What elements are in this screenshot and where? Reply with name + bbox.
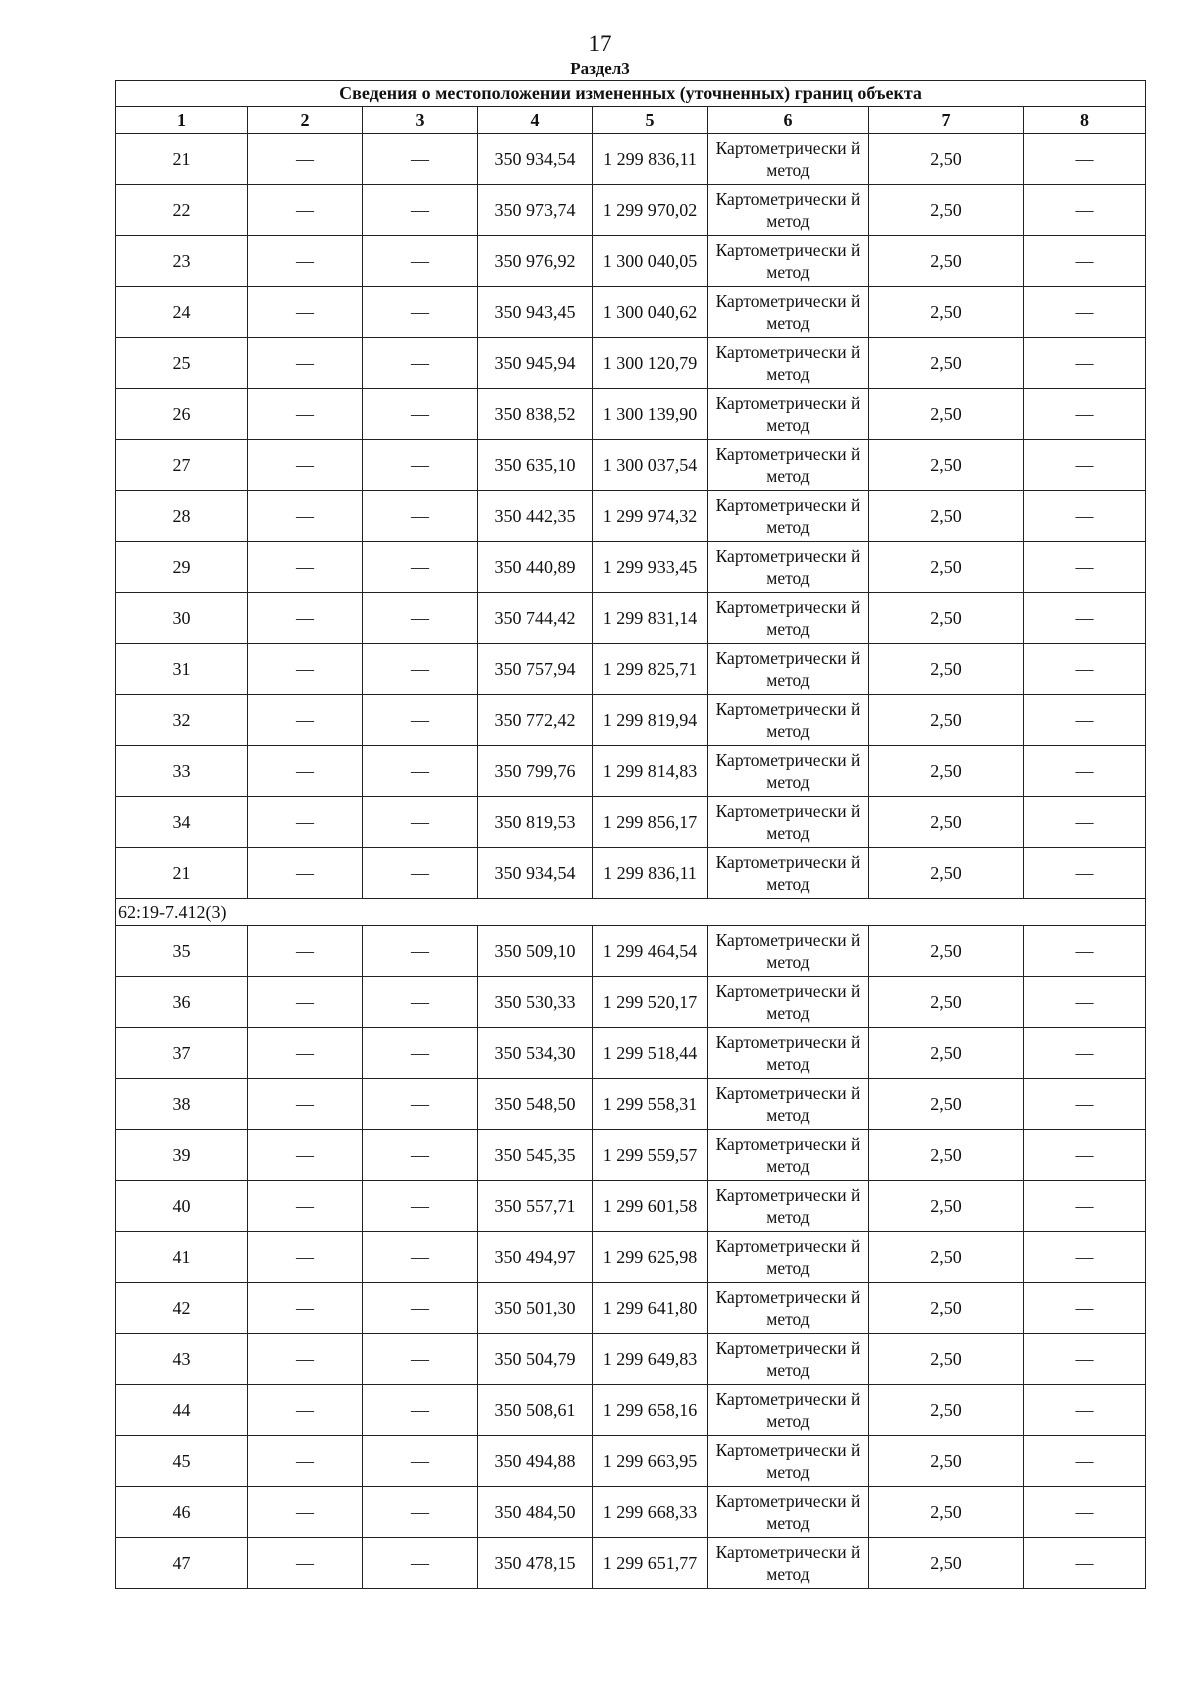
column-8-cell: — bbox=[1024, 797, 1146, 848]
column-2-cell: — bbox=[248, 1538, 363, 1589]
point-number-cell: 39 bbox=[116, 1130, 248, 1181]
column-8-cell: — bbox=[1024, 926, 1146, 977]
method-cell: Картометрически й метод bbox=[708, 1385, 869, 1436]
x-coordinate-cell: 350 545,35 bbox=[478, 1130, 593, 1181]
column-8-cell: — bbox=[1024, 338, 1146, 389]
table-row bbox=[116, 389, 1146, 440]
y-coordinate-cell: 1 300 120,79 bbox=[593, 338, 708, 389]
y-coordinate-cell: 1 299 836,11 bbox=[593, 848, 708, 899]
column-3-cell: — bbox=[363, 593, 478, 644]
point-number-cell: 47 bbox=[116, 1538, 248, 1589]
method-cell: Картометрически й метод bbox=[708, 185, 869, 236]
x-coordinate-cell: 350 548,50 bbox=[478, 1079, 593, 1130]
column-3-cell: — bbox=[363, 440, 478, 491]
x-coordinate-cell: 350 494,88 bbox=[478, 1436, 593, 1487]
column-header: 8 bbox=[1024, 107, 1146, 134]
boundary-coordinates-table bbox=[115, 80, 1146, 1589]
point-number-cell: 44 bbox=[116, 1385, 248, 1436]
table-row bbox=[116, 848, 1146, 899]
column-8-cell: — bbox=[1024, 236, 1146, 287]
y-coordinate-cell: 1 299 641,80 bbox=[593, 1283, 708, 1334]
x-coordinate-cell: 350 799,76 bbox=[478, 746, 593, 797]
method-cell: Картометрически й метод bbox=[708, 134, 869, 185]
y-coordinate-cell: 1 299 974,32 bbox=[593, 491, 708, 542]
accuracy-cell: 2,50 bbox=[869, 1181, 1024, 1232]
x-coordinate-cell: 350 934,54 bbox=[478, 134, 593, 185]
accuracy-cell: 2,50 bbox=[869, 1028, 1024, 1079]
y-coordinate-cell: 1 299 970,02 bbox=[593, 185, 708, 236]
table-row bbox=[116, 1079, 1146, 1130]
point-number-cell: 29 bbox=[116, 542, 248, 593]
table-row bbox=[116, 1283, 1146, 1334]
accuracy-cell: 2,50 bbox=[869, 926, 1024, 977]
table-row bbox=[116, 338, 1146, 389]
column-3-cell: — bbox=[363, 1181, 478, 1232]
column-header: 4 bbox=[478, 107, 593, 134]
column-3-cell: — bbox=[363, 1385, 478, 1436]
y-coordinate-cell: 1 299 814,83 bbox=[593, 746, 708, 797]
column-2-cell: — bbox=[248, 1181, 363, 1232]
column-2-cell: — bbox=[248, 1487, 363, 1538]
accuracy-cell: 2,50 bbox=[869, 134, 1024, 185]
column-3-cell: — bbox=[363, 338, 478, 389]
column-3-cell: — bbox=[363, 1028, 478, 1079]
x-coordinate-cell: 350 757,94 bbox=[478, 644, 593, 695]
y-coordinate-cell: 1 300 040,05 bbox=[593, 236, 708, 287]
table-row bbox=[116, 1181, 1146, 1232]
accuracy-cell: 2,50 bbox=[869, 1436, 1024, 1487]
accuracy-cell: 2,50 bbox=[869, 287, 1024, 338]
y-coordinate-cell: 1 299 518,44 bbox=[593, 1028, 708, 1079]
accuracy-cell: 2,50 bbox=[869, 695, 1024, 746]
column-2-cell: — bbox=[248, 440, 363, 491]
column-8-cell: — bbox=[1024, 1232, 1146, 1283]
x-coordinate-cell: 350 508,61 bbox=[478, 1385, 593, 1436]
column-2-cell: — bbox=[248, 1028, 363, 1079]
column-8-cell: — bbox=[1024, 977, 1146, 1028]
table-row bbox=[116, 695, 1146, 746]
column-8-cell: — bbox=[1024, 593, 1146, 644]
x-coordinate-cell: 350 442,35 bbox=[478, 491, 593, 542]
point-number-cell: 30 bbox=[116, 593, 248, 644]
x-coordinate-cell: 350 557,71 bbox=[478, 1181, 593, 1232]
column-3-cell: — bbox=[363, 926, 478, 977]
point-number-cell: 27 bbox=[116, 440, 248, 491]
column-2-cell: — bbox=[248, 1385, 363, 1436]
group-label: 62:19-7.412(3) bbox=[116, 899, 1146, 926]
column-header: 6 bbox=[708, 107, 869, 134]
column-8-cell: — bbox=[1024, 1079, 1146, 1130]
x-coordinate-cell: 350 484,50 bbox=[478, 1487, 593, 1538]
x-coordinate-cell: 350 945,94 bbox=[478, 338, 593, 389]
column-3-cell: — bbox=[363, 491, 478, 542]
accuracy-cell: 2,50 bbox=[869, 644, 1024, 695]
table-row bbox=[116, 1385, 1146, 1436]
accuracy-cell: 2,50 bbox=[869, 185, 1024, 236]
y-coordinate-cell: 1 299 520,17 bbox=[593, 977, 708, 1028]
x-coordinate-cell: 350 530,33 bbox=[478, 977, 593, 1028]
method-cell: Картометрически й метод bbox=[708, 926, 869, 977]
method-cell: Картометрически й метод bbox=[708, 440, 869, 491]
accuracy-cell: 2,50 bbox=[869, 1487, 1024, 1538]
accuracy-cell: 2,50 bbox=[869, 1283, 1024, 1334]
column-2-cell: — bbox=[248, 848, 363, 899]
column-8-cell: — bbox=[1024, 1028, 1146, 1079]
y-coordinate-cell: 1 299 601,58 bbox=[593, 1181, 708, 1232]
point-number-cell: 22 bbox=[116, 185, 248, 236]
point-number-cell: 21 bbox=[116, 848, 248, 899]
x-coordinate-cell: 350 534,30 bbox=[478, 1028, 593, 1079]
method-cell: Картометрически й метод bbox=[708, 287, 869, 338]
column-2-cell: — bbox=[248, 389, 363, 440]
method-cell: Картометрически й метод bbox=[708, 1283, 869, 1334]
column-8-cell: — bbox=[1024, 644, 1146, 695]
column-2-cell: — bbox=[248, 287, 363, 338]
column-3-cell: — bbox=[363, 644, 478, 695]
column-header: 3 bbox=[363, 107, 478, 134]
method-cell: Картометрически й метод bbox=[708, 848, 869, 899]
x-coordinate-cell: 350 504,79 bbox=[478, 1334, 593, 1385]
column-3-cell: — bbox=[363, 977, 478, 1028]
method-cell: Картометрически й метод bbox=[708, 1181, 869, 1232]
table-row bbox=[116, 1334, 1146, 1385]
table-row bbox=[116, 440, 1146, 491]
column-2-cell: — bbox=[248, 1436, 363, 1487]
column-3-cell: — bbox=[363, 1538, 478, 1589]
column-2-cell: — bbox=[248, 1232, 363, 1283]
point-number-cell: 40 bbox=[116, 1181, 248, 1232]
y-coordinate-cell: 1 299 668,33 bbox=[593, 1487, 708, 1538]
point-number-cell: 31 bbox=[116, 644, 248, 695]
column-8-cell: — bbox=[1024, 1538, 1146, 1589]
column-header: 7 bbox=[869, 107, 1024, 134]
table-row bbox=[116, 1436, 1146, 1487]
column-8-cell: — bbox=[1024, 1487, 1146, 1538]
y-coordinate-cell: 1 299 658,16 bbox=[593, 1385, 708, 1436]
column-8-cell: — bbox=[1024, 1181, 1146, 1232]
accuracy-cell: 2,50 bbox=[869, 1334, 1024, 1385]
method-cell: Картометрически й метод bbox=[708, 746, 869, 797]
x-coordinate-cell: 350 819,53 bbox=[478, 797, 593, 848]
y-coordinate-cell: 1 300 139,90 bbox=[593, 389, 708, 440]
method-cell: Картометрически й метод bbox=[708, 389, 869, 440]
column-2-cell: — bbox=[248, 236, 363, 287]
column-2-cell: — bbox=[248, 491, 363, 542]
y-coordinate-cell: 1 299 663,95 bbox=[593, 1436, 708, 1487]
column-2-cell: — bbox=[248, 1130, 363, 1181]
column-3-cell: — bbox=[363, 695, 478, 746]
point-number-cell: 37 bbox=[116, 1028, 248, 1079]
method-cell: Картометрически й метод bbox=[708, 1538, 869, 1589]
column-2-cell: — bbox=[248, 797, 363, 848]
x-coordinate-cell: 350 838,52 bbox=[478, 389, 593, 440]
accuracy-cell: 2,50 bbox=[869, 1130, 1024, 1181]
point-number-cell: 24 bbox=[116, 287, 248, 338]
method-cell: Картометрически й метод bbox=[708, 1232, 869, 1283]
table-row bbox=[116, 542, 1146, 593]
column-3-cell: — bbox=[363, 1334, 478, 1385]
column-8-cell: — bbox=[1024, 1436, 1146, 1487]
column-2-cell: — bbox=[248, 1334, 363, 1385]
column-2-cell: — bbox=[248, 134, 363, 185]
point-number-cell: 26 bbox=[116, 389, 248, 440]
table-row bbox=[116, 977, 1146, 1028]
x-coordinate-cell: 350 494,97 bbox=[478, 1232, 593, 1283]
point-number-cell: 46 bbox=[116, 1487, 248, 1538]
column-3-cell: — bbox=[363, 746, 478, 797]
point-number-cell: 34 bbox=[116, 797, 248, 848]
y-coordinate-cell: 1 299 933,45 bbox=[593, 542, 708, 593]
accuracy-cell: 2,50 bbox=[869, 491, 1024, 542]
table-row bbox=[116, 491, 1146, 542]
table-row bbox=[116, 1487, 1146, 1538]
x-coordinate-cell: 350 478,15 bbox=[478, 1538, 593, 1589]
column-2-cell: — bbox=[248, 1079, 363, 1130]
point-number-cell: 28 bbox=[116, 491, 248, 542]
column-3-cell: — bbox=[363, 236, 478, 287]
y-coordinate-cell: 1 299 819,94 bbox=[593, 695, 708, 746]
x-coordinate-cell: 350 635,10 bbox=[478, 440, 593, 491]
column-3-cell: — bbox=[363, 542, 478, 593]
accuracy-cell: 2,50 bbox=[869, 977, 1024, 1028]
column-8-cell: — bbox=[1024, 440, 1146, 491]
group-label-row bbox=[116, 899, 1146, 926]
y-coordinate-cell: 1 299 464,54 bbox=[593, 926, 708, 977]
x-coordinate-cell: 350 501,30 bbox=[478, 1283, 593, 1334]
method-cell: Картометрически й метод bbox=[708, 797, 869, 848]
accuracy-cell: 2,50 bbox=[869, 338, 1024, 389]
table-row bbox=[116, 593, 1146, 644]
column-2-cell: — bbox=[248, 185, 363, 236]
y-coordinate-cell: 1 299 836,11 bbox=[593, 134, 708, 185]
table-caption: Сведения о местоположении измененных (уточненных) границ объекта bbox=[116, 81, 1146, 107]
method-cell: Картометрически й метод bbox=[708, 644, 869, 695]
point-number-cell: 38 bbox=[116, 1079, 248, 1130]
x-coordinate-cell: 350 440,89 bbox=[478, 542, 593, 593]
table-row bbox=[116, 236, 1146, 287]
accuracy-cell: 2,50 bbox=[869, 746, 1024, 797]
accuracy-cell: 2,50 bbox=[869, 236, 1024, 287]
column-2-cell: — bbox=[248, 695, 363, 746]
table-row bbox=[116, 1538, 1146, 1589]
method-cell: Картометрически й метод bbox=[708, 1079, 869, 1130]
table-row bbox=[116, 746, 1146, 797]
column-3-cell: — bbox=[363, 134, 478, 185]
table-body bbox=[116, 81, 1146, 1589]
point-number-cell: 23 bbox=[116, 236, 248, 287]
method-cell: Картометрически й метод bbox=[708, 1028, 869, 1079]
point-number-cell: 25 bbox=[116, 338, 248, 389]
column-3-cell: — bbox=[363, 1130, 478, 1181]
y-coordinate-cell: 1 299 625,98 bbox=[593, 1232, 708, 1283]
method-cell: Картометрически й метод bbox=[708, 1436, 869, 1487]
column-2-cell: — bbox=[248, 746, 363, 797]
accuracy-cell: 2,50 bbox=[869, 1079, 1024, 1130]
method-cell: Картометрически й метод bbox=[708, 491, 869, 542]
table-row bbox=[116, 287, 1146, 338]
x-coordinate-cell: 350 943,45 bbox=[478, 287, 593, 338]
accuracy-cell: 2,50 bbox=[869, 1385, 1024, 1436]
column-8-cell: — bbox=[1024, 1130, 1146, 1181]
column-3-cell: — bbox=[363, 1283, 478, 1334]
column-8-cell: — bbox=[1024, 134, 1146, 185]
accuracy-cell: 2,50 bbox=[869, 593, 1024, 644]
table-header-row bbox=[116, 107, 1146, 134]
column-2-cell: — bbox=[248, 593, 363, 644]
y-coordinate-cell: 1 299 558,31 bbox=[593, 1079, 708, 1130]
x-coordinate-cell: 350 976,92 bbox=[478, 236, 593, 287]
column-8-cell: — bbox=[1024, 389, 1146, 440]
point-number-cell: 35 bbox=[116, 926, 248, 977]
column-3-cell: — bbox=[363, 1436, 478, 1487]
column-3-cell: — bbox=[363, 1079, 478, 1130]
method-cell: Картометрически й метод bbox=[708, 593, 869, 644]
column-2-cell: — bbox=[248, 644, 363, 695]
table-row bbox=[116, 185, 1146, 236]
method-cell: Картометрически й метод bbox=[708, 1487, 869, 1538]
method-cell: Картометрически й метод bbox=[708, 1130, 869, 1181]
accuracy-cell: 2,50 bbox=[869, 1538, 1024, 1589]
y-coordinate-cell: 1 299 651,77 bbox=[593, 1538, 708, 1589]
accuracy-cell: 2,50 bbox=[869, 542, 1024, 593]
y-coordinate-cell: 1 300 040,62 bbox=[593, 287, 708, 338]
table-row bbox=[116, 134, 1146, 185]
column-2-cell: — bbox=[248, 926, 363, 977]
x-coordinate-cell: 350 744,42 bbox=[478, 593, 593, 644]
column-8-cell: — bbox=[1024, 287, 1146, 338]
table-row bbox=[116, 926, 1146, 977]
y-coordinate-cell: 1 299 831,14 bbox=[593, 593, 708, 644]
column-3-cell: — bbox=[363, 185, 478, 236]
point-number-cell: 45 bbox=[116, 1436, 248, 1487]
section-title: Раздел3 bbox=[570, 59, 630, 78]
y-coordinate-cell: 1 299 559,57 bbox=[593, 1130, 708, 1181]
column-8-cell: — bbox=[1024, 542, 1146, 593]
column-8-cell: — bbox=[1024, 1385, 1146, 1436]
column-8-cell: — bbox=[1024, 695, 1146, 746]
method-cell: Картометрически й метод bbox=[708, 695, 869, 746]
accuracy-cell: 2,50 bbox=[869, 797, 1024, 848]
column-8-cell: — bbox=[1024, 185, 1146, 236]
column-2-cell: — bbox=[248, 977, 363, 1028]
table-row bbox=[116, 797, 1146, 848]
column-3-cell: — bbox=[363, 848, 478, 899]
point-number-cell: 42 bbox=[116, 1283, 248, 1334]
accuracy-cell: 2,50 bbox=[869, 1232, 1024, 1283]
column-3-cell: — bbox=[363, 1487, 478, 1538]
x-coordinate-cell: 350 509,10 bbox=[478, 926, 593, 977]
x-coordinate-cell: 350 973,74 bbox=[478, 185, 593, 236]
column-header: 5 bbox=[593, 107, 708, 134]
table-caption-row bbox=[116, 81, 1146, 107]
point-number-cell: 33 bbox=[116, 746, 248, 797]
y-coordinate-cell: 1 299 856,17 bbox=[593, 797, 708, 848]
column-3-cell: — bbox=[363, 389, 478, 440]
x-coordinate-cell: 350 772,42 bbox=[478, 695, 593, 746]
y-coordinate-cell: 1 300 037,54 bbox=[593, 440, 708, 491]
table-row bbox=[116, 1232, 1146, 1283]
table-row bbox=[116, 1028, 1146, 1079]
point-number-cell: 41 bbox=[116, 1232, 248, 1283]
method-cell: Картометрически й метод bbox=[708, 542, 869, 593]
column-header: 2 bbox=[248, 107, 363, 134]
method-cell: Картометрически й метод bbox=[708, 977, 869, 1028]
column-2-cell: — bbox=[248, 338, 363, 389]
column-8-cell: — bbox=[1024, 1283, 1146, 1334]
column-8-cell: — bbox=[1024, 1334, 1146, 1385]
accuracy-cell: 2,50 bbox=[869, 389, 1024, 440]
column-3-cell: — bbox=[363, 797, 478, 848]
point-number-cell: 43 bbox=[116, 1334, 248, 1385]
page-number: 17 bbox=[588, 31, 612, 56]
accuracy-cell: 2,50 bbox=[869, 440, 1024, 491]
method-cell: Картометрически й метод bbox=[708, 236, 869, 287]
y-coordinate-cell: 1 299 825,71 bbox=[593, 644, 708, 695]
table-row bbox=[116, 1130, 1146, 1181]
column-8-cell: — bbox=[1024, 491, 1146, 542]
method-cell: Картометрически й метод bbox=[708, 1334, 869, 1385]
column-2-cell: — bbox=[248, 1283, 363, 1334]
accuracy-cell: 2,50 bbox=[869, 848, 1024, 899]
point-number-cell: 36 bbox=[116, 977, 248, 1028]
column-2-cell: — bbox=[248, 542, 363, 593]
column-3-cell: — bbox=[363, 1232, 478, 1283]
table-row bbox=[116, 644, 1146, 695]
point-number-cell: 21 bbox=[116, 134, 248, 185]
column-8-cell: — bbox=[1024, 746, 1146, 797]
column-8-cell: — bbox=[1024, 848, 1146, 899]
y-coordinate-cell: 1 299 649,83 bbox=[593, 1334, 708, 1385]
x-coordinate-cell: 350 934,54 bbox=[478, 848, 593, 899]
point-number-cell: 32 bbox=[116, 695, 248, 746]
column-header: 1 bbox=[116, 107, 248, 134]
column-3-cell: — bbox=[363, 287, 478, 338]
method-cell: Картометрически й метод bbox=[708, 338, 869, 389]
